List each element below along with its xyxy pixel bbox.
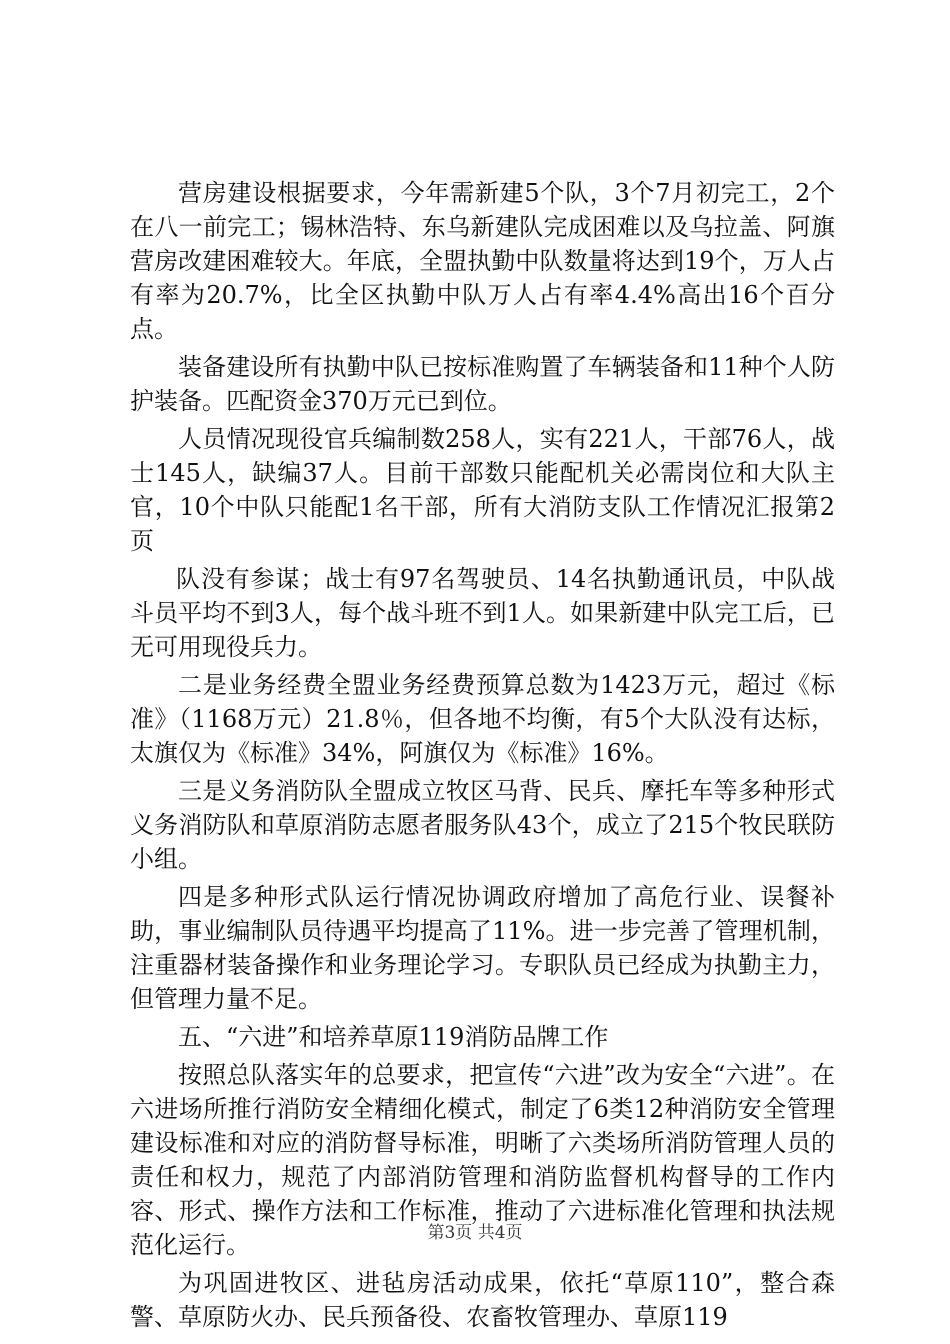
paragraph-team-operations: 四是多种形式队运行情况协调政府增加了高危行业、误餐补助，事业编制队员待遇平均提高了11%。进一步完善了管理机制，注重器材装备操作和业务理论学习。专职队员已经成为执勤主力，但管理力量不足。 <box>130 883 835 1013</box>
paragraph-personnel: 人员情况现役官兵编制数258人，实有221人，干部76人，战士145人，缺编37人。目前干部数只能配机关必需岗位和大队主官，10个中队只能配1名干部，所有大消防支队工作情况汇报第2页 <box>130 425 835 555</box>
paragraph-grassland-110: 为巩固进牧区、进毡房活动成果，依托“草原110”，整合森警、草原防火办、民兵预备役、农畜牧管理办、草原119 <box>130 1269 835 1331</box>
paragraph-volunteer-teams: 三是义务消防队全盟成立牧区马背、民兵、摩托车等多种形式义务消防队和草原消防志愿者服务队43个，成立了215个牧民联防小组。 <box>130 777 835 873</box>
page-footer: 第3页 共4页 <box>427 1223 523 1243</box>
paragraph-equipment: 装备建设所有执勤中队已按标准购置了车辆装备和11种个人防护装备。匹配资金370万元已到位。 <box>130 353 835 415</box>
paragraph-funding: 二是业务经费全盟业务经费预算总数为1423万元，超过《标准》（1168万元）21.8％，但各地不均衡，有5个大队没有达标，太旗仅为《标准》34%，阿旗仅为《标准》16%。 <box>130 671 835 767</box>
document-body <box>130 176 835 1338</box>
paragraph-barracks: 营房建设根据要求，今年需新建5个队，3个7月初完工，2个在八一前完工；锡林浩特、东乌新建队完成困难以及乌拉盖、阿旗营房改建困难较大。年底，全盟执勤中队数量将达到19个，万人占有率为20.7%，比全区执勤中队万人占有率4.4%高出16个百分点。 <box>130 179 835 343</box>
paragraph-personnel-continued: 队没有参谋；战士有97名驾驶员、14名执勤通讯员，中队战斗员平均不到3人，每个战斗班不到1人。如果新建中队完工后，已无可用现役兵力。 <box>130 565 835 661</box>
section-heading-six-entries: 五、“六进”和培养草原119消防品牌工作 <box>178 1023 609 1051</box>
paragraph-six-entries: 按照总队落实年的总要求，把宣传“六进”改为安全“六进”。在六进场所推行消防安全精细化模式，制定了6类12种消防安全管理建设标准和对应的消防督导标准，明晰了六类场所消防管理人员的责任和权力，规范了内部消防管理和消防监督机构督导的工作内容、形式、操作方法和工作标准，推动了六进标准化管理和执法规范化运行。 <box>130 1061 835 1259</box>
